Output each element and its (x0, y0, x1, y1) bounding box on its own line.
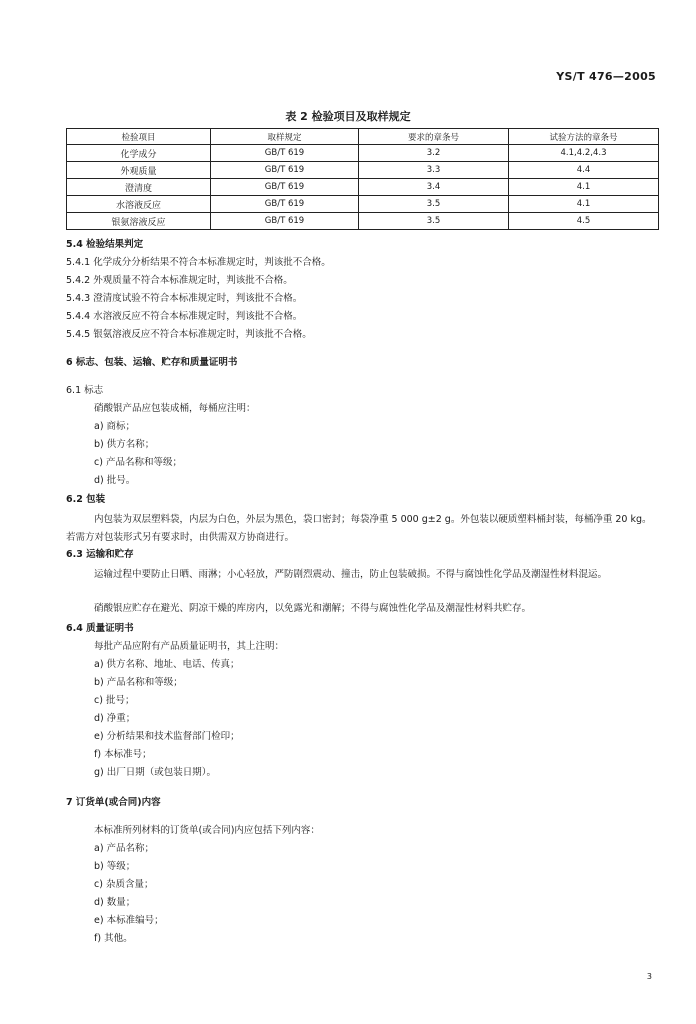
column-header: 检验项目 (67, 129, 211, 145)
table-row (67, 196, 659, 213)
clause-5-4-2: 5.4.2 外观质量不符合本标准规定时，判该批不合格。 (66, 275, 293, 286)
list-item: g) 出厂日期（或包装日期）。 (94, 767, 217, 778)
table-cell: GB/T 619 (211, 162, 359, 179)
table-cell: 3.2 (359, 145, 509, 162)
table-cell: 水溶液反应 (67, 196, 211, 213)
list-item: d) 净重； (94, 713, 136, 724)
section-5-4-heading: 5.4 检验结果判定 (66, 239, 144, 250)
page-number: 3 (646, 972, 652, 981)
table-cell: GB/T 619 (211, 179, 359, 196)
list-item: c) 产品名称和等级； (94, 457, 182, 468)
list-item: d) 批号。 (94, 475, 136, 486)
section-6-3-body-1: 运输过程中要防止日晒、雨淋；小心轻放，严防剧烈震动、撞击，防止包装破损。不得与腐蚀性化学品及潮湿性材料混运。 (94, 569, 608, 580)
list-item: b) 供方名称； (94, 439, 155, 450)
table-cell: 银氨溶液反应 (67, 213, 211, 230)
list-item: a) 产品名称； (94, 843, 155, 854)
section-6-4-heading: 6.4 质量证明书 (66, 623, 134, 634)
table-cell: 澄清度 (67, 179, 211, 196)
table-cell: 4.4 (509, 162, 659, 179)
document-code: YS/T 476—2005 (556, 70, 656, 83)
table-cell: GB/T 619 (211, 213, 359, 230)
table-cell: 3.5 (359, 196, 509, 213)
list-item: c) 杂质含量； (94, 879, 154, 890)
table-row (67, 162, 659, 179)
list-item: a) 供方名称、地址、电话、传真； (94, 659, 240, 670)
section-6-heading: 6 标志、包装、运输、贮存和质量证明书 (66, 357, 238, 368)
list-item: b) 产品名称和等级； (94, 677, 183, 688)
column-header: 要求的章条号 (359, 129, 509, 145)
list-item: f) 其他。 (94, 933, 133, 944)
table-cell: 3.4 (359, 179, 509, 196)
inspection-table (66, 128, 659, 230)
table-row (67, 213, 659, 230)
table-cell: GB/T 619 (211, 196, 359, 213)
column-header: 试验方法的章条号 (509, 129, 659, 145)
table-cell: 4.1 (509, 196, 659, 213)
table-cell: 外观质量 (67, 162, 211, 179)
list-item: a) 商标； (94, 421, 136, 432)
table-header-row (67, 129, 659, 145)
section-6-1-intro: 硝酸银产品应包装成桶，每桶应注明： (94, 403, 256, 414)
table-cell: 4.1,4.2,4.3 (509, 145, 659, 162)
list-item: d) 数量； (94, 897, 136, 908)
list-item: e) 分析结果和技术监督部门检印； (94, 731, 240, 742)
table-cell: 4.1 (509, 179, 659, 196)
clause-5-4-4: 5.4.4 水溶液反应不符合本标准规定时，判该批不合格。 (66, 311, 303, 322)
table-row (67, 179, 659, 196)
table-cell: 3.3 (359, 162, 509, 179)
section-7-heading: 7 订货单(或合同)内容 (66, 797, 161, 808)
clause-5-4-5: 5.4.5 银氨溶液反应不符合本标准规定时，判该批不合格。 (66, 329, 312, 340)
clause-5-4-3: 5.4.3 澄清度试验不符合本标准规定时，判该批不合格。 (66, 293, 303, 304)
section-6-2-body: 内包装为双层塑料袋，内层为白色，外层为黑色，袋口密封；每袋净重 5 000 g±2 g。外包装以硬质塑料桶封装，每桶净重 20 kg。若需方对包装形式另有要求时，由供需双方协商进行。 (66, 514, 652, 543)
section-6-3-body-2: 硝酸银应贮存在避光、阴凉干燥的库房内，以免露光和潮解；不得与腐蚀性化学品及潮湿性材料共贮存。 (94, 603, 532, 614)
table-cell: 4.5 (509, 213, 659, 230)
section-7-intro: 本标准所列材料的订货单(或合同)内应包括下列内容： (94, 825, 320, 836)
section-6-4-intro: 每批产品应附有产品质量证明书，其上注明： (94, 641, 285, 652)
list-item: e) 本标准编号； (94, 915, 164, 926)
section-6-3-heading: 6.3 运输和贮存 (66, 549, 134, 560)
list-item: c) 批号； (94, 695, 135, 706)
table-caption: 表 2 检验项目及取样规定 (285, 110, 411, 123)
list-item: b) 等级； (94, 861, 136, 872)
clause-5-4-1: 5.4.1 化学成分分析结果不符合本标准规定时，判该批不合格。 (66, 257, 331, 268)
table-cell: GB/T 619 (211, 145, 359, 162)
section-6-2-heading: 6.2 包装 (66, 494, 106, 505)
table-row (67, 145, 659, 162)
list-item: f) 本标准号； (94, 749, 152, 760)
table-cell: 化学成分 (67, 145, 211, 162)
table-cell: 3.5 (359, 213, 509, 230)
section-6-1-heading: 6.1 标志 (66, 385, 104, 396)
column-header: 取样规定 (211, 129, 359, 145)
